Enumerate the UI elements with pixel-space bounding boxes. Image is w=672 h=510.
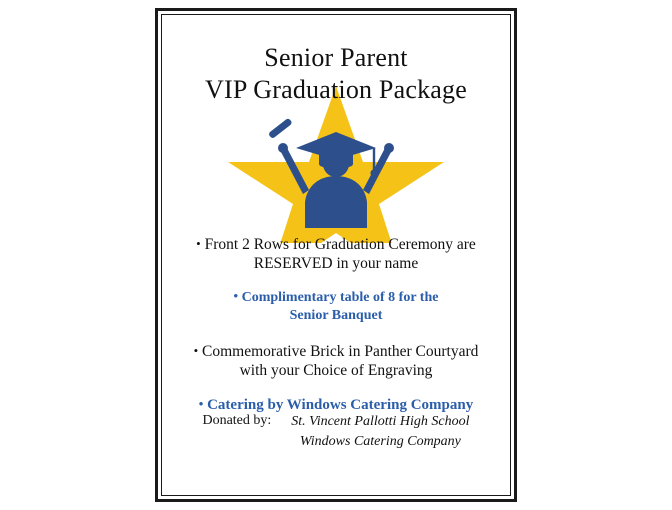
title-line-2: VIP Graduation Package [205, 75, 467, 104]
donor-names [291, 412, 469, 452]
flyer-sheet [155, 8, 517, 502]
bullet-icon: • [196, 236, 201, 251]
bullet-icon: • [198, 396, 204, 411]
list-item-line: Senior Banquet [289, 308, 383, 323]
benefits-list [177, 234, 495, 426]
list-item-line: RESERVED in your name [253, 255, 419, 272]
donated-by-label: Donated by: [202, 413, 272, 428]
donated-by-block [167, 412, 505, 452]
page-title [167, 42, 505, 106]
list-item-line: with your Choice of Engraving [239, 362, 433, 379]
list-item [177, 234, 495, 273]
list-item-line: Complimentary table of 8 for the [241, 290, 439, 305]
title-line-1: Senior Parent [264, 43, 408, 72]
list-item [177, 341, 495, 380]
bullet-icon: • [193, 343, 199, 358]
bullet-icon: • [233, 288, 239, 303]
list-item-line: Front 2 Rows for Graduation Ceremony are [204, 236, 476, 253]
donor-name: St. Vincent Pallotti High School [291, 414, 470, 429]
list-item-line: Commemorative Brick in Panther Courtyard [202, 343, 479, 360]
graduation-cap [296, 132, 376, 160]
list-item-line: Catering by Windows Catering Company [207, 397, 474, 413]
donor-name: Windows Catering Company [299, 434, 461, 449]
flyer-content [167, 20, 505, 490]
list-item [177, 287, 495, 325]
